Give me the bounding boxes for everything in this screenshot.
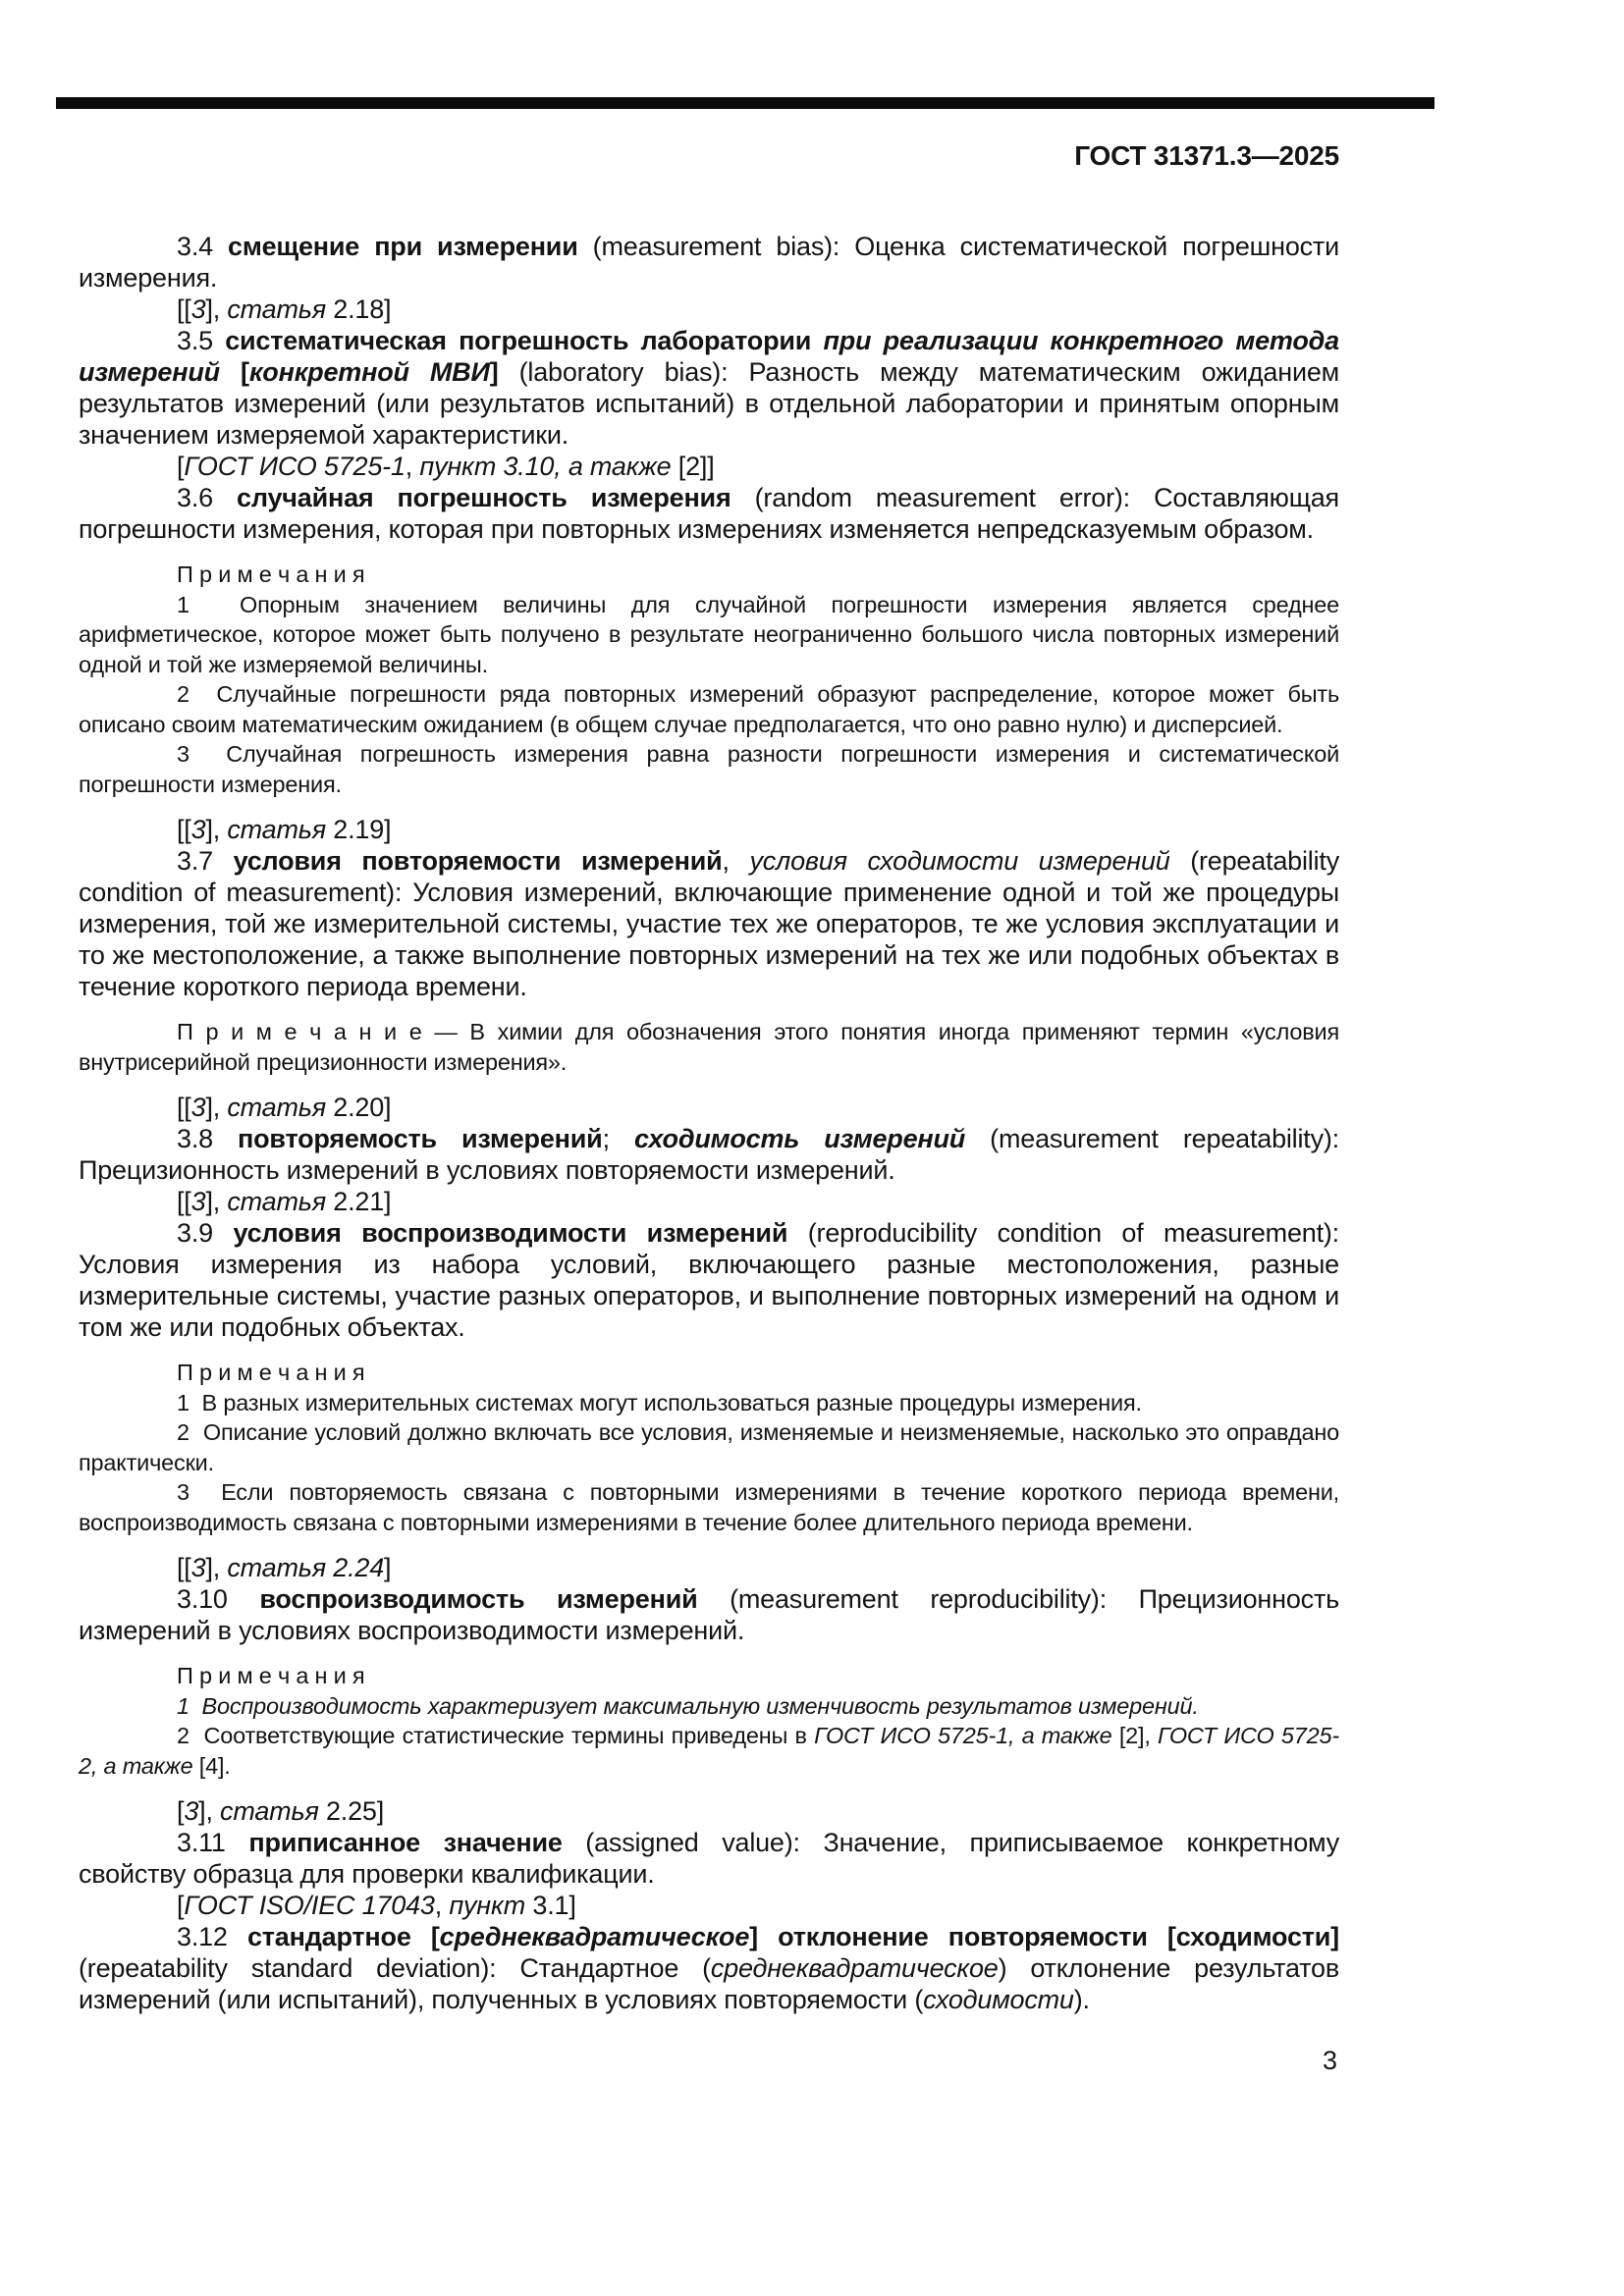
note-item [79, 590, 1339, 680]
text-run: среднеквадратическое [439, 1922, 750, 1951]
text-run: , [722, 846, 750, 876]
text-run: 3 [190, 1187, 206, 1216]
text-run: ] отклонение повторяемости [сходимости] [749, 1922, 1339, 1951]
text-run: (repeatability standard deviation): Стандартное ( [79, 1953, 711, 1983]
text-run: 2 Описание условий должно включать все условия, изменяемые и неизменяемые, насколько это оправдано практически. [79, 1419, 1339, 1475]
text-run: , [434, 1891, 450, 1920]
text-run: стандартное [ [246, 1922, 440, 1951]
text-run: (assigned value): Значение, приписываемое конкретному свойству образца для проверки квалификации. [79, 1828, 1339, 1889]
text-run: повторяемость измерений [238, 1124, 603, 1153]
note-block [79, 1017, 1339, 1077]
text-run: ГОСТ ИСО 5725-1 [184, 452, 406, 481]
text-run: 3 [190, 294, 206, 324]
text-run: смещение при измерении [228, 232, 578, 261]
text-run: статья 2.24 [227, 1553, 385, 1582]
text-run: при реализации конкретного метода измерений [79, 326, 1339, 387]
term-paragraph [79, 1921, 1339, 2015]
note-item [79, 739, 1339, 799]
text-run: (measurement reproducibility): Прецизионность измерений в условиях воспроизводимости измерений. [79, 1584, 1340, 1645]
text-run: сходимости [923, 1985, 1074, 2014]
text-run: 3 [190, 1553, 206, 1582]
text-run: ] [489, 357, 499, 387]
text-run: ], [198, 1796, 221, 1826]
scan-border-artifact [56, 97, 1435, 109]
notes-block [79, 560, 1339, 799]
text-run: условия воспроизводимости измерений [233, 1218, 788, 1248]
text-run: ГОСТ ИСО 5725-2, а также [79, 1723, 1339, 1779]
text-run: 2.21] [325, 1187, 392, 1216]
term-paragraph [79, 1827, 1339, 1890]
text-run: статья [227, 294, 326, 324]
text-run: условия сходимости измерений [749, 846, 1170, 876]
text-run: 3.1] [525, 1891, 576, 1920]
reference-line [79, 1092, 1339, 1123]
text-run: (random measurement error): Составляющая погрешности измерения, которая при повторных измерениях изменяется непредсказуемым образом. [79, 483, 1339, 544]
document-body [79, 231, 1339, 2015]
text-run: , [405, 452, 420, 481]
text-run: случайная погрешность измерения [237, 483, 731, 512]
text-run: (measurement repeatability): Прецизионность измерений в условиях повторяемости измерений. [79, 1124, 1339, 1185]
text-run: 1 Воспроизводимость характеризует максимальную изменчивость результатов измерений. [177, 1692, 1199, 1719]
text-run: 3.10 [177, 1584, 260, 1614]
text-run: [2]] [671, 452, 715, 481]
text-run: [4]. [192, 1752, 231, 1779]
text-run: [2], [1111, 1723, 1159, 1748]
text-run: 2.18] [325, 294, 392, 324]
text-run: 3 [190, 815, 206, 844]
note-item [79, 1477, 1339, 1537]
text-run: 3.7 [177, 846, 234, 876]
text-run: [[ [177, 294, 191, 324]
text-run: [[ [177, 815, 191, 844]
text-run: 1 Опорным значением величины для случайной погрешности измерения является среднее арифметическое, которое может быть получено в результате неограниченно большого числа повторных измерений одной и той же измеряемой величины. [79, 591, 1339, 677]
text-run: ] [384, 1553, 392, 1582]
term-paragraph [79, 845, 1339, 1002]
text-run: 2.20] [325, 1093, 392, 1122]
text-run: конкретной МВИ [248, 357, 490, 387]
text-run: приписанное значение [248, 1828, 563, 1857]
text-run: [ [177, 1891, 185, 1920]
text-run: 2 Случайные погрешности ряда повторных измерений образуют распределение, которое может быть описано своим математическим ожиданием (в общем случае предполагается, что оно равно нулю) и дисперсией. [79, 681, 1339, 737]
text-run: ], [205, 1093, 228, 1122]
text-run: ). [1073, 1985, 1090, 2014]
notes-heading: П р и м е ч а н и я [177, 1663, 365, 1688]
text-run: 3 [190, 1093, 206, 1122]
text-run: пункт 3.10, а также [419, 452, 672, 481]
reference-line [79, 814, 1339, 845]
reference-line [79, 1186, 1339, 1217]
note-item [79, 1691, 1339, 1722]
text-run: 3.4 [177, 232, 228, 261]
text-run: [[ [177, 1187, 191, 1216]
text-run: 1 В разных измерительных системах могут использоваться разные процедуры измерения. [177, 1389, 1142, 1415]
note-item [79, 1388, 1339, 1418]
text-run: ГОСТ ИСО 5725-1, а также [814, 1723, 1112, 1748]
note-item [79, 679, 1339, 739]
text-run: П р и м е ч а н и е — В химии для обозначения этого понятия иногда применяют термин «условия внутрисерийной прецизионности измерения». [79, 1019, 1339, 1075]
text-run: условия повторяемости измерений [233, 846, 723, 876]
text-run: ) отклонение результатов измерений (или испытаний), полученных в условиях повторяемости ( [79, 1953, 1339, 2014]
notes-block [79, 1358, 1339, 1537]
text-run: [ [219, 357, 249, 387]
reference-line [79, 1890, 1339, 1921]
text-run: (measurement bias): Оценка систематической погрешности измерения. [79, 232, 1339, 293]
text-run: сходимость измерений [633, 1124, 966, 1153]
document-content [79, 140, 1339, 2015]
text-run: 2 Соответствующие статистические термины приведены в [177, 1723, 815, 1748]
reference-line [79, 294, 1339, 325]
term-paragraph [79, 1583, 1339, 1646]
text-run: статья [227, 1187, 326, 1216]
text-run: воспроизводимость измерений [259, 1584, 698, 1614]
text-run: 3 Если повторяемость связана с повторными измерениями в течение короткого периода времени, воспроизводимость связана с повторными измерениями в течение более длительного периода времени. [79, 1479, 1339, 1535]
note-item [79, 1417, 1339, 1477]
text-run: 3.6 [177, 483, 238, 512]
text-run: 3.11 [177, 1828, 249, 1857]
notes-heading: П р и м е ч а н и я [177, 561, 365, 587]
term-paragraph [79, 482, 1339, 545]
text-run: (laboratory bias): Разность между математическим ожиданием результатов измерений (или результатов испытаний) в отдельной лаборатории и принятым опорным значением измеряемой характеристики. [79, 357, 1340, 450]
note-item [79, 1721, 1339, 1781]
text-run: 3.5 [177, 326, 226, 355]
text-run: 3.9 [177, 1218, 234, 1248]
text-run: статья [227, 815, 326, 844]
text-run: 3 Случайная погрешность измерения равна разности погрешности измерения и систематической погрешности измерения. [79, 741, 1339, 797]
text-run: ; [602, 1124, 634, 1153]
text-run: [[ [177, 1553, 191, 1582]
term-paragraph [79, 325, 1339, 451]
text-run: 3 [184, 1796, 199, 1826]
text-run: ], [205, 815, 228, 844]
reference-line [79, 1795, 1339, 1827]
term-paragraph [79, 1217, 1339, 1343]
note-item [79, 1017, 1339, 1077]
text-run: 3.12 [177, 1922, 247, 1951]
reference-line [79, 1552, 1339, 1583]
text-run: пункт [449, 1891, 526, 1920]
text-run: статья [220, 1796, 319, 1826]
text-run: статья [227, 1093, 326, 1122]
notes-block [79, 1661, 1339, 1781]
page-number: 3 [1322, 2046, 1337, 2075]
text-run: ], [205, 1187, 228, 1216]
text-run: (reproducibility condition of measurement): Условия измерения из набора условий, включающего разные местоположения, разные измерительные системы, участие разных операторов, и выполнение повторных измерений на одном и том же или подобных объектах. [79, 1218, 1339, 1342]
text-run: [[ [177, 1093, 191, 1122]
text-run: 3.8 [177, 1124, 238, 1153]
text-run: 2.19] [325, 815, 392, 844]
text-run: [ [177, 1796, 185, 1826]
term-paragraph [79, 231, 1339, 294]
reference-line [79, 451, 1339, 482]
running-header: ГОСТ 31371.3—2025 [1074, 140, 1339, 171]
text-run: среднеквадратическое [710, 1953, 999, 1983]
text-run: ГОСТ ISO/IEC 17043 [184, 1891, 435, 1920]
text-run: 2.25] [318, 1796, 385, 1826]
term-paragraph [79, 1123, 1339, 1186]
notes-heading: П р и м е ч а н и я [177, 1360, 365, 1385]
text-run: ], [205, 1553, 228, 1582]
text-run: (repeatability condition of measurement): Условия измерений, включающие применение одной и той же процедуры измерения, той же измерительной системы, участие тех же операторов, те же условия эксплуатации и то же местоположение, а также выполнение повторных измерений на тех же или подобных объектах в течение короткого периода времени. [79, 846, 1339, 1001]
text-run: ], [205, 294, 228, 324]
text-run: систематическая погрешность лаборатории [225, 326, 824, 355]
text-run: [ [177, 452, 185, 481]
